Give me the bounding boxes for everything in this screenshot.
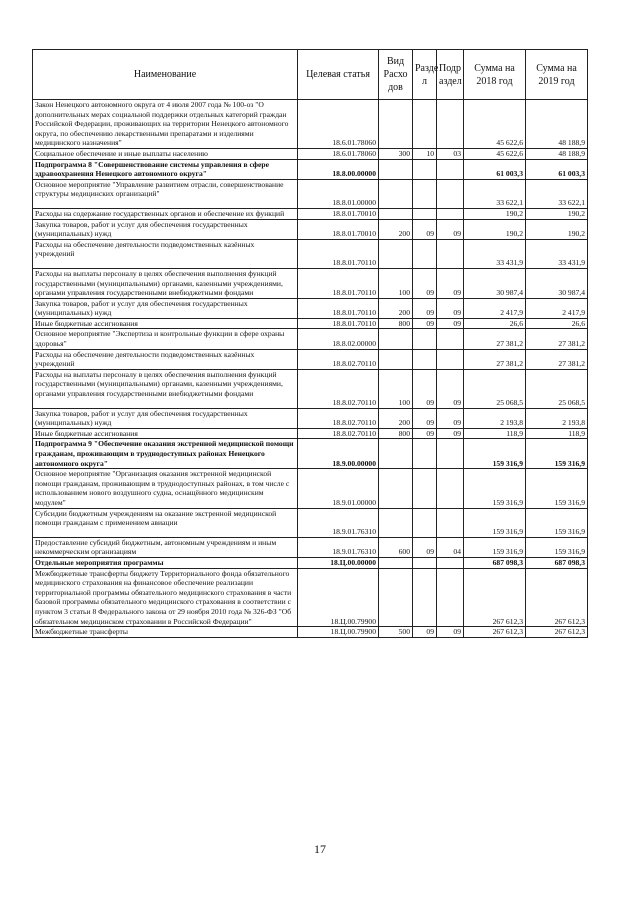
sum-2019-cell: 190,2	[526, 208, 588, 219]
table-row	[33, 148, 588, 159]
name-cell: Расходы на обеспечение деятельности подведомственных казённых учреждений	[33, 349, 298, 369]
target-article-cell: 18.8.01.70010	[298, 219, 379, 239]
name-cell: Субсидии бюджетным учреждениям на оказание экстренной медицинской помощи гражданам с применением авиации	[33, 508, 298, 537]
target-article-cell: 18.6.01.78060	[298, 100, 379, 149]
sum-2018-cell: 267 612,3	[464, 568, 526, 627]
name-cell: Иные бюджетные ассигнования	[33, 318, 298, 329]
section-cell: 09	[413, 537, 437, 557]
table-row	[33, 239, 588, 268]
name-cell: Расходы на содержание государственных органов и обеспечение их функций	[33, 208, 298, 219]
page-number: 17	[314, 842, 326, 856]
subsection-cell	[437, 568, 464, 627]
sum-2018-cell: 190,2	[464, 219, 526, 239]
sum-2018-cell: 190,2	[464, 208, 526, 219]
header-sum-2018: Сумма на 2018 год	[464, 50, 526, 100]
sum-2019-cell: 118,9	[526, 428, 588, 439]
header-subsection: Подр аздел	[437, 50, 464, 100]
subsection-cell: 04	[437, 537, 464, 557]
section-cell	[413, 208, 437, 219]
name-cell: Отдельные мероприятия программы	[33, 557, 298, 568]
subsection-cell	[437, 329, 464, 349]
sum-2019-cell: 190,2	[526, 219, 588, 239]
target-article-cell: 18.8.00.00000	[298, 159, 379, 179]
target-article-cell: 18.8.02.70110	[298, 349, 379, 369]
sum-2019-cell: 159 316,9	[526, 508, 588, 537]
sum-2019-cell: 48 188,9	[526, 100, 588, 149]
expense-type-cell	[379, 568, 413, 627]
subsection-cell: 09	[437, 369, 464, 408]
sum-2018-cell: 2 417,9	[464, 298, 526, 318]
target-article-cell: 18.Ц.00.00000	[298, 557, 379, 568]
table-header-row	[33, 50, 588, 100]
sum-2019-cell: 33 622,1	[526, 179, 588, 208]
target-article-cell: 18.8.01.70110	[298, 318, 379, 329]
sum-2019-cell: 48 188,9	[526, 148, 588, 159]
sum-2019-cell: 159 316,9	[526, 439, 588, 469]
target-article-cell: 18.8.01.70010	[298, 208, 379, 219]
sum-2018-cell: 2 193,8	[464, 408, 526, 428]
sum-2018-cell: 33 431,9	[464, 239, 526, 268]
section-cell: 09	[413, 219, 437, 239]
section-cell	[413, 439, 437, 469]
target-article-cell: 18.8.02.70110	[298, 369, 379, 408]
table-row	[33, 408, 588, 428]
subsection-cell	[437, 239, 464, 268]
sum-2018-cell: 159 316,9	[464, 439, 526, 469]
section-cell	[413, 349, 437, 369]
sum-2018-cell: 25 068,5	[464, 369, 526, 408]
header-target-article: Целевая статья	[298, 50, 379, 100]
sum-2019-cell: 33 431,9	[526, 239, 588, 268]
sum-2019-cell: 30 987,4	[526, 268, 588, 298]
expense-type-cell: 500	[379, 627, 413, 638]
sum-2018-cell: 159 316,9	[464, 508, 526, 537]
section-cell	[413, 469, 437, 508]
subsection-cell: 09	[437, 318, 464, 329]
header-name: Наименование	[33, 50, 298, 100]
table-row	[33, 298, 588, 318]
expense-type-cell: 300	[379, 148, 413, 159]
section-cell	[413, 508, 437, 537]
subsection-cell: 09	[437, 219, 464, 239]
name-cell: Основное мероприятие "Экспертиза и контрольные функции в сфере охраны здоровья"	[33, 329, 298, 349]
subsection-cell: 09	[437, 627, 464, 638]
section-cell	[413, 159, 437, 179]
section-cell: 09	[413, 298, 437, 318]
section-cell: 09	[413, 627, 437, 638]
sum-2018-cell: 45 622,6	[464, 148, 526, 159]
table-row	[33, 268, 588, 298]
target-article-cell: 18.8.02.70110	[298, 408, 379, 428]
subsection-cell	[437, 349, 464, 369]
section-cell	[413, 329, 437, 349]
table-row	[33, 508, 588, 537]
table-row	[33, 208, 588, 219]
target-article-cell: 18.9.00.00000	[298, 439, 379, 469]
section-cell: 09	[413, 268, 437, 298]
subsection-cell: 09	[437, 408, 464, 428]
header-expense-type: Вид Расхо дов	[379, 50, 413, 100]
section-cell	[413, 568, 437, 627]
name-cell: Межбюджетные трансферты	[33, 627, 298, 638]
name-cell: Социальное обеспечение и иные выплаты населению	[33, 148, 298, 159]
sum-2018-cell: 27 381,2	[464, 329, 526, 349]
target-article-cell: 18.8.01.70110	[298, 268, 379, 298]
target-article-cell: 18.8.02.00000	[298, 329, 379, 349]
name-cell: Межбюджетные трансферты бюджету Территориального фонда обязательного медицинского страхования на финансовое обеспечение реализации территориальной программы обязательного медицинского страхования в части базовой программы обязательного медицинского страхования в соответствии с пунктом 3 статьи 8 Федерального закона от 29 ноября 2010 года № 326-ФЗ "Об обязательном медицинском страховании в Российской Федерации"	[33, 568, 298, 627]
table-row	[33, 537, 588, 557]
header-sum-2019: Сумма на 2019 год	[526, 50, 588, 100]
sum-2019-cell: 61 003,3	[526, 159, 588, 179]
sum-2018-cell: 159 316,9	[464, 469, 526, 508]
name-cell: Закупка товаров, работ и услуг для обеспечения государственных (муниципальных) нужд	[33, 408, 298, 428]
expense-type-cell	[379, 179, 413, 208]
budget-table-container	[32, 49, 587, 638]
sum-2018-cell: 26,6	[464, 318, 526, 329]
target-article-cell: 18.9.01.76310	[298, 537, 379, 557]
expense-type-cell	[379, 349, 413, 369]
name-cell: Расходы на обеспечение деятельности подведомственных казённых учреждений	[33, 239, 298, 268]
target-article-cell: 18.9.01.76310	[298, 508, 379, 537]
sum-2018-cell: 33 622,1	[464, 179, 526, 208]
expense-type-cell	[379, 439, 413, 469]
subsection-cell	[437, 469, 464, 508]
expense-type-cell	[379, 239, 413, 268]
target-article-cell: 18.8.02.70110	[298, 428, 379, 439]
table-row	[33, 100, 588, 149]
sum-2019-cell: 27 381,2	[526, 349, 588, 369]
sum-2018-cell: 118,9	[464, 428, 526, 439]
expense-type-cell: 100	[379, 369, 413, 408]
section-cell: 10	[413, 148, 437, 159]
table-row	[33, 329, 588, 349]
sum-2018-cell: 687 098,3	[464, 557, 526, 568]
sum-2018-cell: 45 622,6	[464, 100, 526, 149]
budget-table	[32, 49, 588, 638]
name-cell: Расходы на выплаты персоналу в целях обеспечения выполнения функций государственными (муниципальными) органами, казенными учреждениями, органами управления государственными внебюджетными фондами	[33, 369, 298, 408]
sum-2018-cell: 61 003,3	[464, 159, 526, 179]
section-cell: 09	[413, 318, 437, 329]
section-cell	[413, 239, 437, 268]
sum-2019-cell: 25 068,5	[526, 369, 588, 408]
subsection-cell	[437, 208, 464, 219]
sum-2018-cell: 27 381,2	[464, 349, 526, 369]
table-row	[33, 219, 588, 239]
sum-2019-cell: 2 417,9	[526, 298, 588, 318]
subsection-cell	[437, 159, 464, 179]
target-article-cell: 18.8.01.00000	[298, 179, 379, 208]
expense-type-cell: 200	[379, 298, 413, 318]
table-row	[33, 318, 588, 329]
section-cell	[413, 100, 437, 149]
sum-2019-cell: 159 316,9	[526, 537, 588, 557]
subsection-cell	[437, 439, 464, 469]
sum-2018-cell: 267 612,3	[464, 627, 526, 638]
sum-2019-cell: 159 316,9	[526, 469, 588, 508]
table-row	[33, 568, 588, 627]
name-cell: Закон Ненецкого автономного округа от 4 июля 2007 года № 100-оз "О дополнительных мерах социальной поддержки отдельных категорий граждан Российской Федерации, проживающих на территории Ненецкого автономного округа, по обеспечению лекарственными препаратами и изделиями медицинского назначения"	[33, 100, 298, 149]
table-row	[33, 469, 588, 508]
sum-2018-cell: 159 316,9	[464, 537, 526, 557]
table-row	[33, 627, 588, 638]
expense-type-cell	[379, 469, 413, 508]
name-cell: Основное мероприятие "Управление развитием отрасли, совершенствование структуры медицинских организаций"	[33, 179, 298, 208]
target-article-cell: 18.Ц.00.79900	[298, 568, 379, 627]
table-row	[33, 179, 588, 208]
section-cell	[413, 179, 437, 208]
expense-type-cell: 600	[379, 537, 413, 557]
sum-2019-cell: 267 612,3	[526, 568, 588, 627]
expense-type-cell	[379, 557, 413, 568]
name-cell: Закупка товаров, работ и услуг для обеспечения государственных (муниципальных) нужд	[33, 219, 298, 239]
name-cell: Подпрограмма 9 "Обеспечение оказания экстренной медицинской помощи гражданам, проживающим в труднодоступных районах Ненецкого автономного округа"	[33, 439, 298, 469]
target-article-cell: 18.9.01.00000	[298, 469, 379, 508]
sum-2019-cell: 27 381,2	[526, 329, 588, 349]
expense-type-cell	[379, 100, 413, 149]
subsection-cell: 09	[437, 268, 464, 298]
name-cell: Подпрограмма 8 "Совершенствование системы управления в сфере здравоохранения Ненецкого автономного округа"	[33, 159, 298, 179]
subsection-cell: 09	[437, 428, 464, 439]
sum-2018-cell: 30 987,4	[464, 268, 526, 298]
expense-type-cell: 800	[379, 428, 413, 439]
name-cell: Предоставление субсидий бюджетным, автономным учреждениям и иным некоммерческим организациям	[33, 537, 298, 557]
table-row	[33, 439, 588, 469]
sum-2019-cell: 26,6	[526, 318, 588, 329]
expense-type-cell: 800	[379, 318, 413, 329]
section-cell: 09	[413, 369, 437, 408]
expense-type-cell	[379, 159, 413, 179]
subsection-cell	[437, 179, 464, 208]
sum-2019-cell: 267 612,3	[526, 627, 588, 638]
table-row	[33, 557, 588, 568]
table-row	[33, 428, 588, 439]
section-cell	[413, 557, 437, 568]
target-article-cell: 18.Ц.00.79900	[298, 627, 379, 638]
name-cell: Основное мероприятие "Организация оказания экстренной медицинской помощи гражданам, проживающим в труднодоступных районах, в том числе с использованием нового воздушного судна, оснащённого медицинским модулем"	[33, 469, 298, 508]
name-cell: Иные бюджетные ассигнования	[33, 428, 298, 439]
name-cell: Расходы на выплаты персоналу в целях обеспечения выполнения функций государственными (муниципальными) органами, казенными учреждениями, органами управления государственными внебюджетными фондами	[33, 268, 298, 298]
header-section: Разде л	[413, 50, 437, 100]
expense-type-cell	[379, 329, 413, 349]
expense-type-cell: 200	[379, 219, 413, 239]
subsection-cell: 03	[437, 148, 464, 159]
table-body	[33, 100, 588, 638]
section-cell: 09	[413, 428, 437, 439]
name-cell: Закупка товаров, работ и услуг для обеспечения государственных (муниципальных) нужд	[33, 298, 298, 318]
sum-2019-cell: 687 098,3	[526, 557, 588, 568]
target-article-cell: 18.8.01.70110	[298, 298, 379, 318]
table-row	[33, 159, 588, 179]
subsection-cell	[437, 557, 464, 568]
table-row	[33, 349, 588, 369]
target-article-cell: 18.8.01.70110	[298, 239, 379, 268]
table-row	[33, 369, 588, 408]
expense-type-cell	[379, 508, 413, 537]
expense-type-cell	[379, 208, 413, 219]
section-cell: 09	[413, 408, 437, 428]
subsection-cell	[437, 100, 464, 149]
subsection-cell	[437, 508, 464, 537]
expense-type-cell: 200	[379, 408, 413, 428]
target-article-cell: 18.6.01.78060	[298, 148, 379, 159]
sum-2019-cell: 2 193,8	[526, 408, 588, 428]
expense-type-cell: 100	[379, 268, 413, 298]
subsection-cell: 09	[437, 298, 464, 318]
